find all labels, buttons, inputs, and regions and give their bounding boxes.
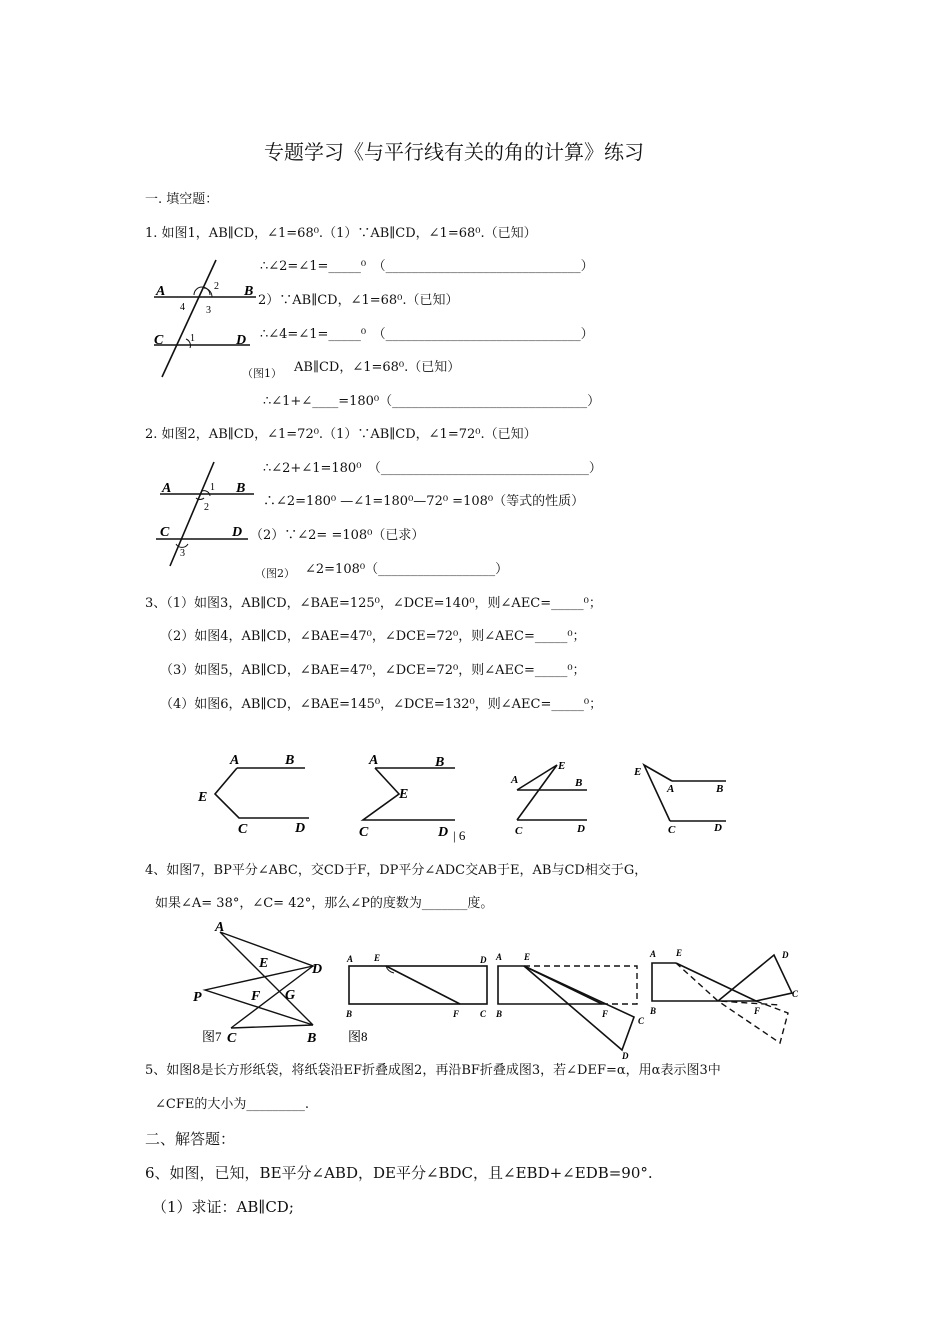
label-A: A [650,949,657,959]
q3-line-4: （4）如图6，AB∥CD，∠BAE=145⁰，∠DCE=132⁰，则∠AEC=_____⁰； [160,697,603,712]
q2-line-3: （2）∵∠2= =108⁰（已求） [250,528,425,543]
label-D: D [577,823,585,835]
figure-4 [355,750,485,844]
section-answer: 二、解答题： [145,1130,236,1148]
q1-line-5: ∴∠1+∠____=180⁰（______________________________） [263,394,601,409]
label-C: C [792,989,799,999]
angle-3: 3 [180,548,185,559]
angle-4: 4 [180,302,185,313]
label-C: C [359,825,369,840]
label-E: E [399,787,409,802]
angle-1: 1 [210,482,215,493]
angle-2: 2 [204,502,209,513]
label-B: B [285,753,295,768]
label-C: C [668,824,676,836]
q4-line-1: 4、如图7，BP平分∠ABC，交CD于F，DP平分∠ADC交AB于E，AB与CD相交于G， [145,863,648,878]
label-B: B [650,1006,657,1016]
q1-intro: 1. 如图1，AB∥CD，∠1=68⁰.（1）∵AB∥CD，∠1=68⁰.（已知） [145,226,537,241]
label-B: B [236,481,246,496]
q1-line-3: ∴∠4=∠1=_____⁰ （______________________________） [260,327,594,342]
angle-3: 3 [206,305,211,316]
figure-2 [152,458,262,570]
label-F: F [251,989,261,1004]
label-P: P [193,990,202,1005]
q2-line-2: ∴∠2=180⁰ —∠1=180⁰—72⁰ =108⁰（等式的性质） [263,494,585,509]
label-E: E [634,766,642,778]
q1-line-2: 2）∵AB∥CD，∠1=68⁰.（已知） [258,293,459,308]
label-F: F [453,1009,460,1019]
label-E: E [374,953,381,963]
label-F: F [602,1009,609,1019]
q4-line-2: 如果∠A= 38°，∠C= 42°，那么∠P的度数为_______度。 [155,896,494,911]
label-C: C [227,1031,237,1046]
q6-line-1: 6、如图，已知，BE平分∠ABD，DE平分∠BDC，且∠EBD+∠EDB=90°. [145,1164,653,1182]
label-B: B [716,783,724,795]
label-E: E [676,948,683,958]
figure-8-caption: 图8 [348,1029,368,1044]
q3-line-3: （3）如图5，AB∥CD，∠BAE=47⁰，∠DCE=72⁰，则∠AEC=_____⁰； [160,663,586,678]
label-A: A [162,481,172,496]
label-B: B [244,284,254,299]
label-D: D [312,962,323,977]
label-A: A [369,753,379,768]
figure-1 [150,255,260,380]
label-F: F [754,1006,761,1016]
label-D: D [236,333,247,348]
label-A: A [230,753,240,768]
label-E: E [259,956,269,971]
label-B: B [575,777,583,789]
figure-7 [185,920,335,1048]
label-A: A [496,952,503,962]
figure-8 [340,945,810,1060]
label-C: C [480,1009,487,1019]
q3-line-2: （2）如图4，AB∥CD，∠BAE=47⁰，∠DCE=72⁰，则∠AEC=_____⁰； [160,629,586,644]
angle-1: 1 [190,333,195,344]
q2-intro: 2. 如图2，AB∥CD，∠1=72⁰.（1）∵AB∥CD，∠1=72⁰.（已知） [145,427,537,442]
figure-7-caption: 图7 [202,1029,222,1044]
q5-line-1: 5、如图8是长方形纸袋，将纸袋沿EF折叠成图2，再沿BF折叠成图3，若∠DEF=α，用α表示图3中 [145,1063,721,1078]
page-title: 专题学习《与平行线有关的角的计算》练习 [264,140,644,164]
q2-line-1: ∴∠2+∠1=180⁰ （________________________________） [263,461,602,476]
q1-line-4: AB∥CD，∠1=68⁰.（已知） [294,360,461,375]
label-B: B [496,1009,503,1019]
label-D: D [295,821,306,836]
label-B: B [307,1031,317,1046]
label-D: D [438,825,449,840]
label-E: E [198,790,208,805]
label-D: D [232,525,243,540]
label-G: G [285,988,296,1003]
label-D: D [622,1051,629,1061]
section-fill-in-blank: 一. 填空题： [145,192,219,207]
q5-line-2: ∠CFE的大小为_________. [155,1097,309,1112]
figure-1-caption: （图1） [242,367,282,380]
label-A: A [215,920,225,935]
q6-line-2: （1）求证：AB∥CD; [152,1198,294,1216]
q1-line-1: ∴∠2=∠1=_____⁰ （______________________________） [260,259,594,274]
label-A: A [511,774,519,786]
label-B: B [346,1009,353,1019]
angle-2: 2 [214,281,219,292]
label-C: C [160,525,170,540]
figure-6 [630,755,730,840]
label-B: B [435,755,445,770]
label-D: D [782,950,789,960]
label-C: C [638,1016,645,1026]
label-C: C [238,822,248,837]
label-C: C [154,333,164,348]
label-A: A [347,954,354,964]
figure-mark: | 6 [453,828,466,843]
figure-2-caption: （图2） [255,567,295,580]
label-A: A [667,783,675,795]
label-A: A [156,284,166,299]
label-C: C [515,825,523,837]
label-D: D [480,955,487,965]
label-E: E [524,952,531,962]
q2-line-4: ∠2=108⁰（__________________） [305,562,509,577]
figure-3 [195,750,315,844]
label-E: E [558,760,566,772]
q3-line-1: 3、（1）如图3，AB∥CD，∠BAE=125⁰，∠DCE=140⁰，则∠AEC=_____⁰； [145,596,602,611]
figure-5 [505,755,600,840]
label-D: D [714,822,722,834]
